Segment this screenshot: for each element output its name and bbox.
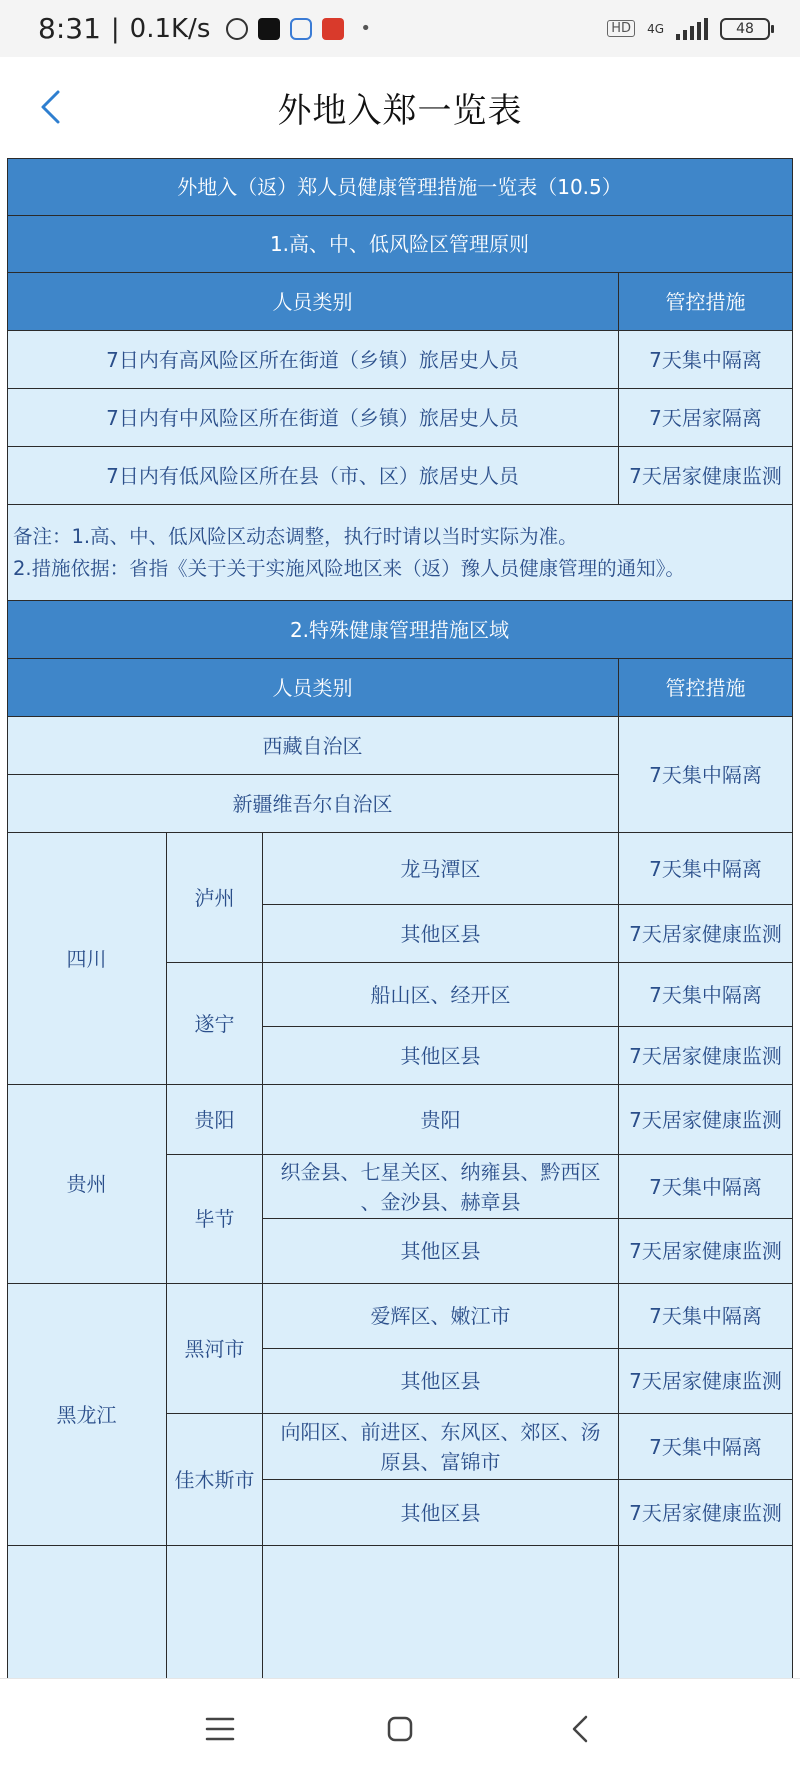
region-xizang: 西藏自治区 — [7, 717, 619, 775]
table-row-measure: 7天集中隔离 — [619, 331, 793, 389]
table-row-category: 7日内有高风险区所在街道（乡镇）旅居史人员 — [7, 331, 619, 389]
city-bijie: 毕节 — [167, 1155, 263, 1284]
table-row-measure: 7天居家隔离 — [619, 389, 793, 447]
province-cell-continued — [7, 1546, 167, 1678]
home-button[interactable] — [378, 1707, 422, 1751]
nav-header — [0, 57, 800, 157]
area-cell: 其他区县 — [263, 1480, 619, 1546]
note-line-1: 备注：1.高、中、低风险区动态调整，执行时请以当时实际为准。 — [13, 524, 578, 548]
chevron-left-icon — [38, 89, 62, 125]
section1-note — [7, 505, 793, 601]
table-row-measure: 7天居家健康监测 — [619, 447, 793, 505]
area-cell-multiline — [263, 1155, 619, 1219]
area-cell-multiline — [263, 1414, 619, 1480]
area-cell: 龙马潭区 — [263, 833, 619, 905]
measure-cell: 7天居家健康监测 — [619, 1085, 793, 1155]
alarm-icon — [226, 18, 248, 40]
measure-cell: 7天居家健康监测 — [619, 1349, 793, 1414]
status-bar — [0, 0, 800, 57]
measure-cell: 7天集中隔离 — [619, 1155, 793, 1219]
area-cell-continued — [263, 1546, 619, 1678]
province-sichuan: 四川 — [7, 833, 167, 1085]
city-cell-continued — [167, 1546, 263, 1678]
measure-cell: 7天居家健康监测 — [619, 905, 793, 963]
measure-cell: 7天居家健康监测 — [619, 1219, 793, 1284]
menu-icon — [205, 1716, 235, 1742]
network-speed: 0.1K/s — [129, 13, 211, 44]
measure-cell: 7天居家健康监测 — [619, 1027, 793, 1085]
system-nav-bar — [0, 1678, 800, 1779]
area-line: 、金沙县、赫章县 — [360, 1189, 521, 1214]
section1-header-person: 人员类别 — [7, 273, 619, 331]
tiktok-icon — [258, 18, 280, 40]
home-icon — [386, 1715, 414, 1743]
hd-badge: HD — [607, 20, 635, 37]
province-heilongjiang: 黑龙江 — [7, 1284, 167, 1546]
city-suining: 遂宁 — [167, 963, 263, 1085]
area-cell: 其他区县 — [263, 1027, 619, 1085]
note-line-2: 2.措施依据：省指《关于关于实施风险地区来（返）豫人员健康管理的通知》。 — [13, 556, 685, 580]
city-heihe: 黑河市 — [167, 1284, 263, 1414]
signal-icon — [676, 18, 708, 40]
area-cell: 其他区县 — [263, 1349, 619, 1414]
area-cell: 船山区、经开区 — [263, 963, 619, 1027]
city-guiyang: 贵阳 — [167, 1085, 263, 1155]
news-app-icon — [322, 18, 344, 40]
battery-icon — [720, 18, 770, 40]
section2-header-measure: 管控措施 — [619, 659, 793, 717]
measures-table[interactable] — [7, 158, 793, 1678]
table-row-category: 7日内有低风险区所在县（市、区）旅居史人员 — [7, 447, 619, 505]
back-button[interactable] — [30, 85, 70, 129]
area-cell: 其他区县 — [263, 1219, 619, 1284]
region-xinjiang: 新疆维吾尔自治区 — [7, 775, 619, 833]
city-jiamusi: 佳木斯市 — [167, 1414, 263, 1546]
measure-cell: 7天集中隔离 — [619, 1284, 793, 1349]
status-divider: | — [110, 13, 120, 44]
network-type: 4G — [647, 21, 664, 36]
area-line: 向阳区、前进区、东风区、郊区、汤 — [280, 1419, 601, 1444]
city-luzhou: 泸州 — [167, 833, 263, 963]
area-cell: 其他区县 — [263, 905, 619, 963]
page-title: 外地入郑一览表 — [277, 90, 523, 131]
measure-cell: 7天集中隔离 — [619, 963, 793, 1027]
xz-xj-measure: 7天集中隔离 — [619, 717, 793, 833]
measure-cell: 7天居家健康监测 — [619, 1480, 793, 1546]
app-notification-icon — [290, 18, 312, 40]
battery-level: 48 — [736, 20, 754, 37]
area-cell: 贵阳 — [263, 1085, 619, 1155]
menu-button[interactable] — [198, 1707, 242, 1751]
table-title: 外地入（返）郑人员健康管理措施一览表（10.5） — [7, 158, 793, 216]
measure-cell: 7天集中隔离 — [619, 1414, 793, 1480]
measure-cell: 7天集中隔离 — [619, 833, 793, 905]
status-time: 8:31 — [38, 12, 101, 45]
area-line: 原县、富锦市 — [380, 1449, 501, 1474]
area-line: 织金县、七星关区、纳雍县、黔西区 — [280, 1159, 601, 1184]
table-row-category: 7日内有中风险区所在街道（乡镇）旅居史人员 — [7, 389, 619, 447]
province-guizhou: 贵州 — [7, 1085, 167, 1284]
section2-title: 2.特殊健康管理措施区域 — [7, 601, 793, 659]
area-cell: 爱辉区、嫩江市 — [263, 1284, 619, 1349]
section1-header-measure: 管控措施 — [619, 273, 793, 331]
section2-header-person: 人员类别 — [7, 659, 619, 717]
section1-title: 1.高、中、低风险区管理原则 — [7, 216, 793, 273]
system-back-button[interactable] — [558, 1707, 602, 1751]
measure-cell-continued — [619, 1546, 793, 1678]
more-notifications-icon: • — [360, 18, 371, 39]
nav-back-icon — [570, 1714, 590, 1744]
